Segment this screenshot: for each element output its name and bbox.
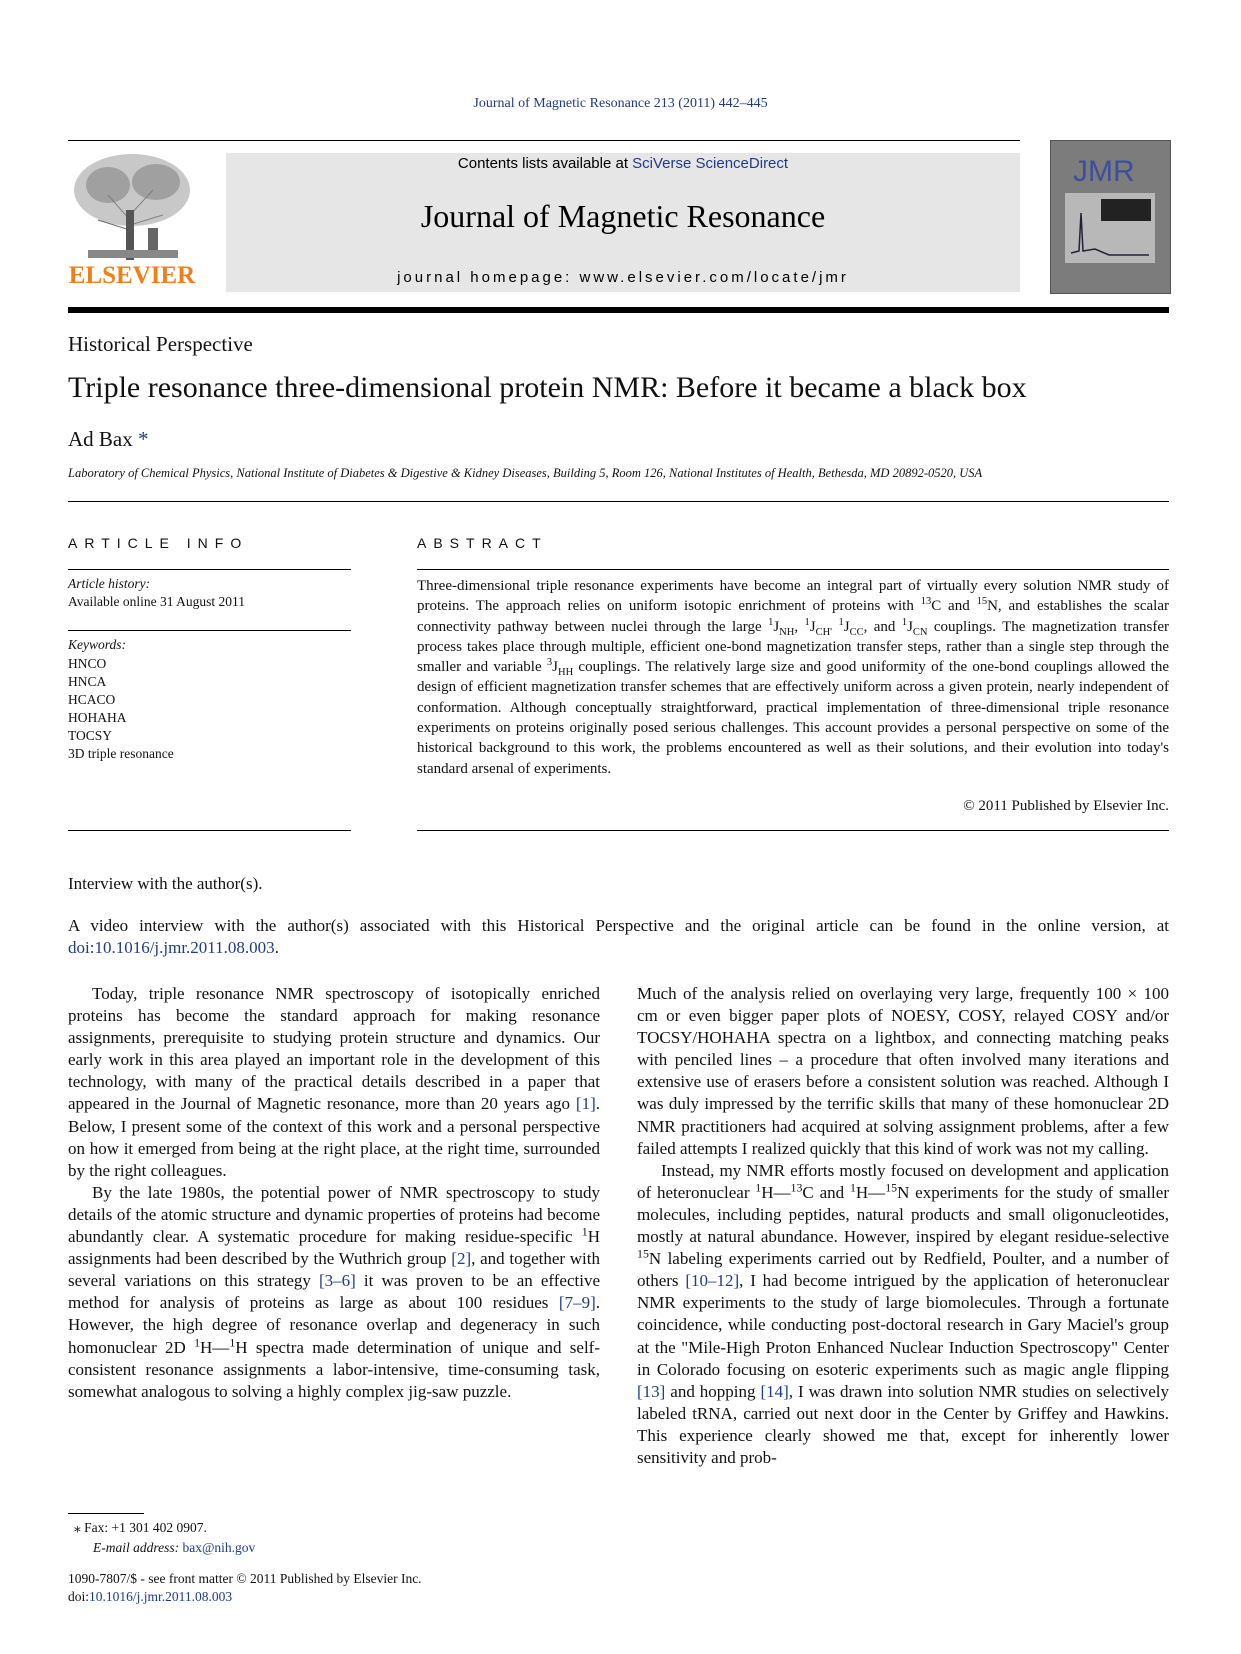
- paragraph: Much of the analysis relied on overlaying very large, frequently 100 × 100 cm or even bigger paper plots of NOESY, COSY, relayed COSY and/or TOCSY/HOHAHA spectra on a lightbox, and connecting matching peaks with penciled lines – a procedure that often involved many iterations and extensive use of erasers before a consistent solution was reached. Although I was duly impressed by the terrific skills that many of these homonuclear 2D NMR practitioners had acquired at solving assignment problems, after a few failed attempts I realized quickly that this kind of work was not my calling.: [637, 984, 1169, 1158]
- abstract-rule-top: [417, 569, 1169, 570]
- footnote-rule: [68, 1513, 144, 1514]
- body-column-left: [68, 983, 600, 1403]
- elsevier-wordmark: ELSEVIER: [68, 262, 196, 289]
- author-footnote-link[interactable]: *: [138, 427, 149, 451]
- abstract-heading: ABSTRACT: [417, 535, 548, 551]
- abstract-copyright: © 2011 Published by Elsevier Inc.: [963, 798, 1169, 814]
- article-info-rule-bottom: [68, 830, 351, 831]
- cover-title: JMR: [1073, 155, 1135, 188]
- affiliation-rule: [68, 501, 1169, 502]
- history-value: Available online 31 August 2011: [68, 594, 245, 609]
- sciencedirect-link[interactable]: SciVerse ScienceDirect: [632, 155, 789, 172]
- email-link[interactable]: bax@nih.gov: [182, 1540, 256, 1555]
- keywords-list: [68, 655, 174, 763]
- elsevier-logo: [68, 150, 196, 290]
- article-info-rule-top: [68, 569, 351, 570]
- front-matter-line: 1090-7807/$ - see front matter © 2011 Published by Elsevier Inc.: [68, 1571, 422, 1586]
- keyword: 3D triple resonance: [68, 746, 174, 761]
- journal-cover: [1050, 140, 1171, 294]
- author-name: [68, 427, 149, 452]
- elsevier-tree-icon: [68, 150, 196, 262]
- footnote-fax: ⁎ Fax: +1 301 402 0907.: [74, 1520, 207, 1535]
- reference-link[interactable]: [13]: [637, 1381, 666, 1401]
- reference-link[interactable]: [7–9]: [558, 1293, 596, 1313]
- journal-banner: [226, 153, 1020, 292]
- cover-figure-icon: [1065, 193, 1155, 263]
- keyword: HNCA: [68, 674, 107, 689]
- paragraph: Instead, my NMR efforts mostly focused on development and application of heteronuclear $^1$H—$^{13}$C and $^1$H—$^{15}$N experiments for the study of smaller molecules, including peptides, natural products and small oligonucleotides, mostly at natural abundance. However, inspired by elegant residue-selective $^{15}$N labeling experiments carried out by Redfield, Poulter, and a number of others [10–12], I had become intrigued by the application of heteronuclear NMR experiments to the study of large biomolecules. Through a fortunate coincidence, while conducting post-doctoral research in Gary Maciel's group at the "Mile-High Proton Enhanced Nuclear Induction Spectroscopy" Center in Colorado focusing on esoteric experiments such as magic angle flipping [13] and hopping [14], I was drawn into solution NMR studies on selectively labeled tRNA, carried out next door in the Center by Griffey and Hawkins. This experience clearly showed me that, except for inherently lower sensitivity and prob-: [637, 1160, 1169, 1467]
- paragraph: Today, triple resonance NMR spectroscopy of isotopically enriched proteins has become the standard approach for making resonance assignments, prerequisite to studying protein structure and dynamics. Our early work in this area played an important role in the development of this technology, with many of the practical details described in a paper that appeared in the Journal of Magnetic resonance, more than 20 years ago [1]. Below, I present some of the context of this work and a personal perspective on how it emerged from being at the right place, at the right time, surrounded by the right colleagues.: [68, 984, 600, 1180]
- keyword: HCACO: [68, 692, 116, 707]
- keyword: TOCSY: [68, 728, 113, 743]
- body-column-right: [637, 983, 1169, 1469]
- footer-doi-link[interactable]: 10.1016/j.jmr.2011.08.003: [89, 1589, 233, 1604]
- article-info-heading: ARTICLE INFO: [68, 535, 249, 551]
- history-label: Article history:: [68, 576, 151, 591]
- article-info-rule-mid: [68, 630, 351, 631]
- article-title: Triple resonance three-dimensional protein NMR: Before it became a black box: [68, 371, 1027, 404]
- article-type: Historical Perspective: [68, 332, 253, 356]
- journal-homepage[interactable]: journal homepage: www.elsevier.com/locate/jmr: [397, 269, 849, 286]
- keyword: HNCO: [68, 656, 107, 671]
- footnote-email: E-mail address: bax@nih.gov: [93, 1540, 256, 1555]
- paragraph: By the late 1980s, the potential power of NMR spectroscopy to study details of the atomic structure and dynamic properties of proteins had become abundantly clear. A systematic procedure for making residue-specific $^1$H assignments had been described by the Wuthrich group [2], and together with several variations on this strategy [3–6] it was proven to be an effective method for analysis of proteins as large as about 100 residues [7–9]. However, the high degree of resonance overlap and degeneracy in such homonuclear 2D $^1$H—$^1$H spectra made determination of unique and self-consistent resonance assignments a labor-intensive, time-consuming task, somewhat analogous to solving a highly complex jig-saw puzzle.: [68, 1182, 601, 1401]
- keywords-label: Keywords:: [68, 637, 126, 652]
- contents-line: [226, 153, 1020, 175]
- video-doi-link[interactable]: doi:10.1016/j.jmr.2011.08.003: [68, 938, 275, 957]
- keyword: HOHAHA: [68, 710, 127, 725]
- abstract-text: Three-dimensional triple resonance experiments have become an integral part of virtually every solution NMR study of proteins. The approach relies on uniform isotopic enrichment of proteins with $^{13}$C and $^{15}$N, and establishes the scalar connectivity pathway between nuclei through the large $^1J_{NH}$, $^1J_{CH'}$ $^1J_{CC}$, and $^1J_{CN}$ couplings. The magnetization transfer process takes place through multiple, efficient one-bond magnetization transfer steps, rather than a single step through the smaller and variable $^3J_{HH}$ couplings. The relatively large size and good uniformity of the one-bond couplings allowed the design of efficient magnetization transfer schemes that are effectively uniform across a given protein, nearly independent of conformation. Although conceptually straightforward, practical implementation of three-dimensional triple resonance experiments on proteins originally posed serious challenges. This account provides a personal perspective on some of the historical background to this work, the problems encountered as well as their solutions, and their evolution into today's standard arsenal of experiments.: [417, 578, 1170, 777]
- journal-title: Journal of Magnetic Resonance: [420, 198, 826, 234]
- footer-doi: doi:10.1016/j.jmr.2011.08.003: [68, 1589, 233, 1604]
- journal-citation[interactable]: Journal of Magnetic Resonance 213 (2011) 442–445: [473, 96, 768, 111]
- reference-link[interactable]: [10–12]: [685, 1271, 740, 1291]
- reference-link[interactable]: [14]: [760, 1381, 789, 1401]
- reference-link[interactable]: [3–6]: [319, 1271, 356, 1291]
- header-rule: [68, 140, 1020, 141]
- abstract-rule-bottom: [417, 830, 1169, 831]
- author-affiliation: Laboratory of Chemical Physics, National Institute of Diabetes & Digestive & Kidney Diseases, Building 5, Room 126, National Institutes of Health, Bethesda, MD 20892-0520, USA: [68, 466, 983, 480]
- header-thick-bar: [68, 307, 1169, 313]
- contents-prefix: Contents lists available at: [457, 155, 633, 172]
- interview-heading: Interview with the author(s).: [68, 874, 263, 893]
- reference-link[interactable]: [1]: [575, 1094, 596, 1114]
- video-note: A video interview with the author(s) associated with this Historical Perspective and the original article can be found in the online version, at doi:10.1016/j.jmr.2011.08.003.: [68, 916, 1169, 957]
- author-text: Ad Bax: [68, 427, 133, 451]
- reference-link[interactable]: [2]: [451, 1249, 472, 1269]
